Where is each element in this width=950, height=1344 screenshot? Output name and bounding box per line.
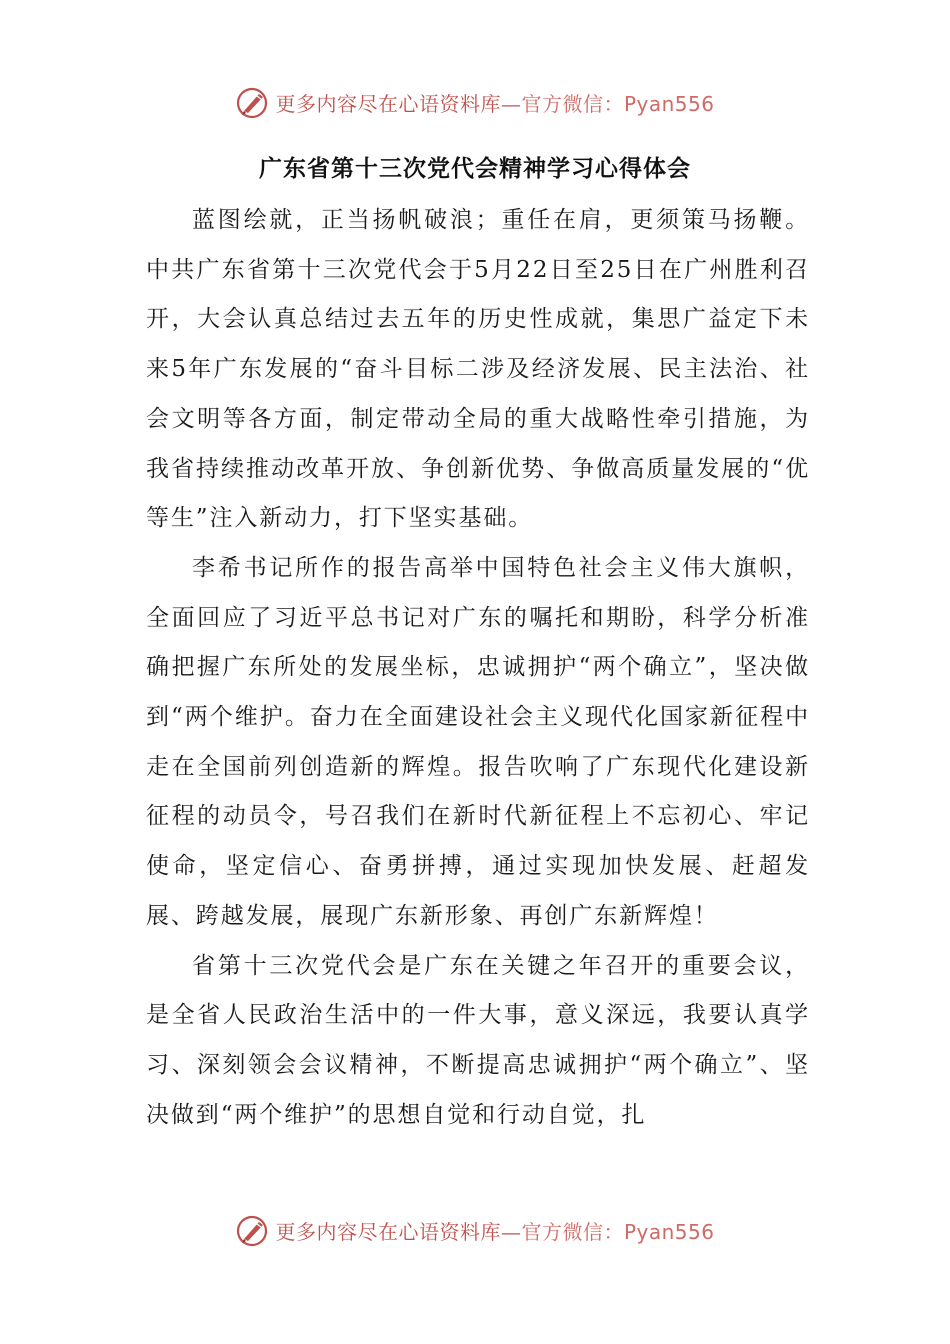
paragraph-2: 李希书记所作的报告高举中国特色社会主义伟大旗帜，全面回应了习近平总书记对广东的嘱托和期盼，科学分析准确把握广东所处的发展坐标，忠诚拥护“两个确立”，坚决做到“两个维护。奋力在全面建设社会主义现代化国家新征程中走在全国前列创造新的辉煌。报告吹响了广东现代化建设新征程的动员令，号召我们在新时代新征程上不忘初心、牢记使命，坚定信心、奋勇拼搏，通过实现加快发展、赶超发展、跨越发展，展现广东新形象、再创广东新辉煌！ [146,554,810,929]
document-body [146,196,810,1140]
pen-circle-icon [235,84,271,120]
banner-dash: — [500,1219,522,1244]
banner-wechat: 官方微信：Pyan556 [521,91,715,116]
banner-text: 更多内容尽在心语资料库 [275,91,501,116]
paragraph-3: 省第十三次党代会是广东在关键之年召开的重要会议，是全省人民政治生活中的一件大事，意义深远，我要认真学习、深刻领会会议精神，不断提高忠诚拥护“两个确立”、坚决做到“两个维护”的思想自觉和行动自觉，扎 [146,952,810,1128]
pen-circle-icon [235,1212,271,1248]
watermark-banner-top [0,82,950,122]
document-title: 广东省第十三次党代会精神学习心得体会 [259,156,691,182]
banner-dash: — [500,91,522,116]
paragraph-1: 蓝图绘就，正当扬帆破浪；重任在肩，更须策马扬鞭。中共广东省第十三次党代会于5月22日至25日在广州胜利召开，大会认真总结过去五年的历史性成就，集思广益定下未来5年广东发展的“奋斗目标二涉及经济发展、民主法治、社会文明等各方面，制定带动全局的重大战略性牵引措施，为我省持续推动改革开放、争创新优势、争做高质量发展的“优等生”注入新动力，打下坚实基础。 [146,207,810,532]
watermark-banner-bottom [0,1210,950,1250]
banner-text: 更多内容尽在心语资料库 [275,1219,501,1244]
banner-wechat: 官方微信：Pyan556 [521,1219,715,1244]
